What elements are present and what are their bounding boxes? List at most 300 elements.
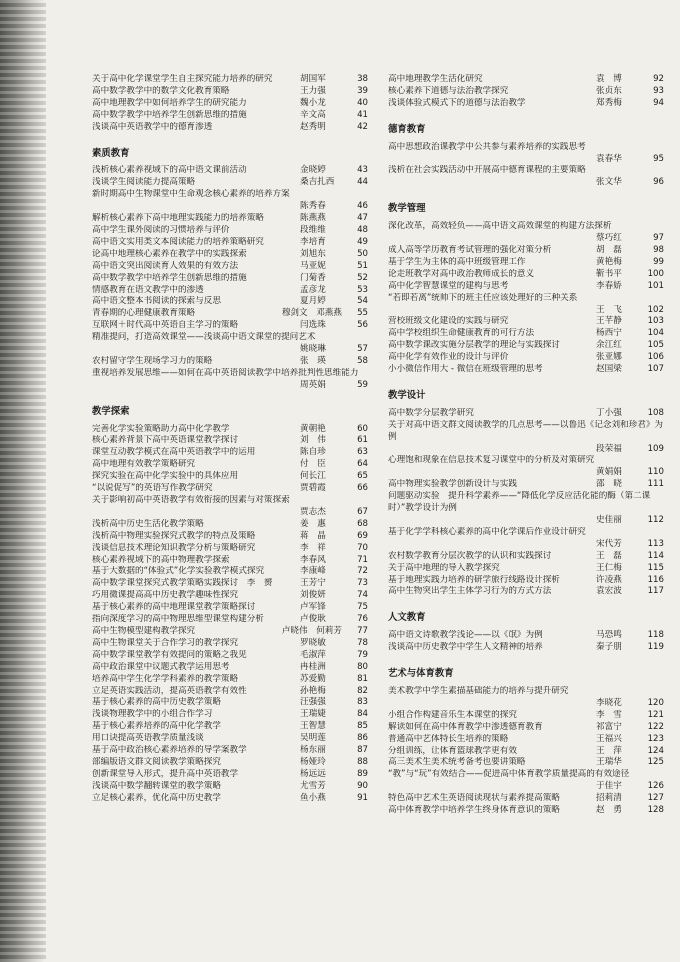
entry-title: 新时期高中生物课堂中生命观念核心素养的培养方案 <box>92 189 290 200</box>
entry-author: 秦子朋 <box>596 642 622 653</box>
entry-author: 罗晓敏 <box>300 637 326 648</box>
entry-title: 高中数学课堂教学有效提问的策略之我见 <box>92 649 247 660</box>
entry-author: 陈自珍 <box>300 447 326 458</box>
entry-title: 高中地理教学生活化研究 <box>388 74 483 84</box>
entry-author: 袁 博 <box>596 74 622 84</box>
entry-author: 许凌燕 <box>596 574 622 585</box>
toc-entry <box>92 555 368 567</box>
entry-title: 高中思想政治课教学中公共参与素养培养的实践思考 <box>388 141 586 152</box>
entry-page-number: 83 <box>357 697 368 708</box>
entry-page-number: 48 <box>357 224 368 235</box>
entry-page-number: 72 <box>357 566 368 577</box>
entry-page-number: 111 <box>647 479 664 490</box>
section-heading: 人文教育 <box>388 612 426 624</box>
entry-title: 基于地理实践力培养的研学旅行线路设计探析 <box>388 574 560 585</box>
entry-title: 基于学生为主体的高中班级管理工作 <box>388 256 526 267</box>
entry-page-number: 53 <box>357 284 368 295</box>
toc-column-right <box>388 74 664 817</box>
entry-author: 刘旭东 <box>300 248 326 259</box>
toc-entry <box>92 626 368 638</box>
entry-page-number: 107 <box>647 364 664 375</box>
entry-title: 核心素养视域下的高中物理教学探索 <box>92 554 230 565</box>
entry-author: 李春风 <box>300 554 326 565</box>
entry-page-number: 66 <box>357 483 368 494</box>
entry-author: 黄艳梅 <box>596 256 622 267</box>
toc-entry <box>388 352 664 364</box>
entry-page-number: 96 <box>653 177 664 188</box>
entry-page-number: 116 <box>647 574 664 585</box>
entry-author: 桑吉扎西 <box>300 177 335 188</box>
entry-author: 黄朝艳 <box>300 423 326 434</box>
entry-author: 姜 惠 <box>300 518 326 529</box>
entry-author: 李培育 <box>300 236 326 247</box>
toc-entry <box>92 308 368 320</box>
entry-page-number: 73 <box>357 578 368 589</box>
entry-author: 刘 伟 <box>300 435 326 446</box>
entry-page-number: 90 <box>357 780 368 791</box>
toc-entry <box>92 122 368 134</box>
toc-entry <box>388 769 664 793</box>
entry-author: 陈燕燕 <box>300 213 326 224</box>
entry-page-number: 57 <box>357 344 368 355</box>
entry-author: 袁春华 <box>596 153 622 164</box>
toc-entry <box>92 674 368 686</box>
entry-title: 精准提问，打造高效课堂——浅谈高中语文课堂的提问艺术 <box>92 332 316 343</box>
toc-entry <box>388 74 664 86</box>
toc-entry <box>388 734 664 746</box>
toc-entry <box>92 98 368 110</box>
entry-title: 高中数学教学中培养学生创新思维的措施 <box>92 272 247 283</box>
toc-entry <box>92 86 368 98</box>
toc-entry <box>388 563 664 575</box>
toc-entry <box>388 551 664 563</box>
entry-page-number: 95 <box>653 153 664 164</box>
toc-entry <box>92 578 368 590</box>
entry-title: 成人高等学历教育考试管理的强化对策分析 <box>388 244 552 255</box>
entry-page-number: 65 <box>357 471 368 482</box>
toc-entry <box>92 447 368 459</box>
toc-entry <box>388 165 664 189</box>
entry-page-number: 76 <box>357 614 368 625</box>
toc-entry <box>92 781 368 793</box>
entry-title: 立足英语实践活动，提高英语教学有效性 <box>92 685 247 696</box>
toc-entry <box>388 757 664 769</box>
entry-title: 青春期的心理健康教育策略 <box>92 308 196 319</box>
toc-entry <box>92 424 368 436</box>
entry-page-number: 51 <box>357 260 368 271</box>
entry-author: 胡 磊 <box>596 244 622 255</box>
toc-entry <box>388 575 664 587</box>
entry-page-number: 41 <box>357 109 368 120</box>
entry-page-number: 74 <box>357 590 368 601</box>
entry-page-number: 115 <box>647 562 664 573</box>
entry-title: 农村数学教育分层次教学的认识和实践探讨 <box>388 550 552 561</box>
entry-author: 杨西宁 <box>596 328 622 339</box>
entry-page-number: 114 <box>647 550 664 561</box>
entry-author: 张亚娜 <box>596 352 622 363</box>
entry-page-number: 47 <box>357 213 368 224</box>
entry-author: 王芊静 <box>596 316 622 327</box>
toc-entry <box>388 527 664 551</box>
entry-author: 鱼小燕 <box>300 792 326 803</box>
entry-author: 赵国梁 <box>596 364 622 375</box>
toc-entry <box>92 237 368 249</box>
section-heading: 艺术与体育教育 <box>388 668 454 680</box>
entry-title: 高中数学教学中的数学文化教育策略 <box>92 85 230 96</box>
entry-title: “教”与“玩”有效结合——促进高中体育教学质量提高的有效途径 <box>388 769 630 780</box>
toc-entry <box>92 320 368 332</box>
entry-page-number: 49 <box>357 236 368 247</box>
entry-title: 高中生物模型建构教学探究 <box>92 625 196 636</box>
toc-entry <box>92 662 368 674</box>
entry-title: 课堂互动教学模式在高中英语教学中的运用 <box>92 447 256 458</box>
toc-entry <box>92 650 368 662</box>
entry-page-number: 119 <box>647 642 664 653</box>
entry-page-number: 84 <box>357 709 368 720</box>
entry-author: 胡国军 <box>300 74 326 84</box>
entry-author: 袁宏波 <box>596 586 622 597</box>
toc-entry <box>92 110 368 122</box>
entry-title: 论走班教学对高中政治教师成长的意义 <box>388 268 535 279</box>
entry-author: 李晓花 <box>596 697 622 708</box>
toc-entry <box>388 316 664 328</box>
entry-author: 尤雪芳 <box>300 780 326 791</box>
entry-page-number: 122 <box>647 721 664 732</box>
entry-title: 巧用微课提高高中历史教学趣味性探究 <box>92 590 239 601</box>
entry-title: 问题驱动实验 提升科学素养——“降低化学反应活化能的酶（第二课时）”教学设计为例 <box>388 491 651 514</box>
entry-title: 基于核心素养的高中地理课堂教学策略探讨 <box>92 602 256 613</box>
toc-entry <box>92 769 368 781</box>
entry-author: 王瑞婕 <box>300 709 326 720</box>
entry-title: 关于高中地理的导入教学探究 <box>388 562 500 573</box>
entry-title: 基于高中政治核心素养培养的导学案教学 <box>92 745 247 756</box>
entry-title: 小小微信作用大 - 微信在班级管理的思考 <box>388 364 543 375</box>
entry-author: 贾碧霞 <box>300 483 326 494</box>
entry-title: 浅谈高中数学翻转课堂的教学策略 <box>92 780 221 791</box>
toc-entry <box>388 491 664 527</box>
entry-author: 杨远远 <box>300 768 326 779</box>
entry-page-number: 67 <box>357 506 368 517</box>
entry-author: 王智慧 <box>300 721 326 732</box>
entry-title: 关于高中化学课堂学生自主探究能力培养的研究 <box>92 74 273 84</box>
toc-entry <box>92 177 368 189</box>
entry-title: 基于核心素养培养的高中化学教学 <box>92 721 221 732</box>
toc-entry <box>92 697 368 709</box>
entry-author: 金晓婷 <box>300 165 326 176</box>
entry-page-number: 81 <box>357 673 368 684</box>
entry-author: 黄娟娟 <box>596 467 622 478</box>
entry-author: 祁富宁 <box>596 721 622 732</box>
entry-page-number: 43 <box>357 165 368 176</box>
entry-page-number: 128 <box>647 805 664 816</box>
entry-author: 李 雪 <box>596 709 622 720</box>
entry-page-number: 46 <box>357 201 368 212</box>
entry-page-number: 50 <box>357 248 368 259</box>
entry-author: 汪强强 <box>300 697 326 708</box>
toc-entry <box>92 686 368 698</box>
toc-entry <box>388 420 664 456</box>
entry-author: 王力强 <box>300 85 326 96</box>
entry-title: 高中语文实用类文本阅读能力的培养策略研究 <box>92 236 264 247</box>
toc-entry <box>92 638 368 650</box>
toc-entry <box>92 531 368 543</box>
entry-title: 美术教学中学生素描基础能力的培养与提升研究 <box>388 685 569 696</box>
toc-entry <box>388 642 664 654</box>
toc-entry <box>92 435 368 447</box>
toc-entry <box>388 269 664 281</box>
toc-entry <box>92 165 368 177</box>
entry-title: 论高中地理核心素养在教学中的实践探索 <box>92 248 247 259</box>
entry-author: 邵 晓 <box>596 479 622 490</box>
entry-page-number: 87 <box>357 745 368 756</box>
entry-title: “以说促写”的英语写作教学研究 <box>92 483 213 494</box>
toc-entry <box>388 245 664 257</box>
entry-title: 浅谈物理教学中的小组合作学习 <box>92 709 213 720</box>
entry-page-number: 98 <box>653 244 664 255</box>
entry-title: 小组合作构建音乐生本课堂的探究 <box>388 709 517 720</box>
entry-title: 特色高中艺术生英语阅读现状与素养提高策略 <box>388 793 560 804</box>
section-heading: 教学设计 <box>388 389 426 401</box>
toc-entry <box>388 793 664 805</box>
entry-page-number: 101 <box>647 280 664 291</box>
entry-title: 基于大数据的“体验式”化学实验教学模式探究 <box>92 566 265 577</box>
entry-page-number: 44 <box>357 177 368 188</box>
entry-title: 浅析核心素养视域下的高中语文课前活动 <box>92 165 247 176</box>
entry-author: 穆剑文 邓燕燕 <box>281 308 342 319</box>
entry-author: 冉桂洲 <box>300 661 326 672</box>
toc-entry <box>92 189 368 213</box>
entry-author: 杨娅玲 <box>300 756 326 767</box>
entry-author: 张文华 <box>596 177 622 188</box>
entry-author: 孙艳梅 <box>300 685 326 696</box>
entry-title: 高中地理有效教学策略研究 <box>92 459 196 470</box>
entry-page-number: 118 <box>647 630 664 641</box>
entry-title: 高中物理实验教学创新设计与实践 <box>388 479 517 490</box>
toc-entry <box>92 459 368 471</box>
toc-entry <box>92 213 368 225</box>
entry-page-number: 108 <box>647 407 664 418</box>
entry-author: 王芳宁 <box>300 578 326 589</box>
entry-title: 普通高中艺体特长生培养的策略 <box>388 733 509 744</box>
entry-page-number: 103 <box>647 316 664 327</box>
entry-title: 农村留守学生现场学习力的策略 <box>92 355 213 366</box>
entry-title: 高中数学课改实施分层教学的理论与实践探讨 <box>388 340 560 351</box>
toc-entry <box>388 281 664 293</box>
entry-page-number: 97 <box>653 233 664 244</box>
entry-author: 靳书平 <box>596 268 622 279</box>
entry-author: 王福兴 <box>596 733 622 744</box>
entry-page-number: 63 <box>357 447 368 458</box>
entry-title: 高中学校组织生命健康教育的可行方法 <box>388 328 535 339</box>
entry-title: 浅析高中物理实验探究式教学的特点及策略 <box>92 530 256 541</box>
entry-title: 基于核心素养的高中历史教学策略 <box>92 697 221 708</box>
entry-title: 高中学生课外阅读的习惯培养与评价 <box>92 224 230 235</box>
entry-title: 高中生物课堂关于合作学习的教学探究 <box>92 637 239 648</box>
entry-title: 浅析在社会实践活动中开展高中德育课程的主要策略 <box>388 165 586 176</box>
entry-page-number: 80 <box>357 661 368 672</box>
entry-page-number: 117 <box>647 586 664 597</box>
entry-author: 卢俊耿 <box>300 614 326 625</box>
entry-author: 刘俊妍 <box>300 590 326 601</box>
entry-title: 探究实验在高中化学实验中的具体应用 <box>92 471 239 482</box>
toc-entry <box>92 471 368 483</box>
entry-author: 王瑞华 <box>596 757 622 768</box>
entry-title: 情感教育在语文教学中的渗透 <box>92 284 204 295</box>
toc-entry <box>388 805 664 817</box>
entry-author: 段维维 <box>300 224 326 235</box>
entry-page-number: 60 <box>357 423 368 434</box>
entry-title: 互联网＋时代高中英语自主学习的策略 <box>92 320 239 331</box>
entry-title: 浅谈体验式模式下的道德与法治教学 <box>388 97 526 108</box>
entry-page-number: 78 <box>357 637 368 648</box>
entry-title: 核心素养下道德与法治教学探究 <box>388 85 509 96</box>
entry-page-number: 112 <box>647 515 664 525</box>
entry-author: 贾志杰 <box>300 506 326 517</box>
entry-title: 高中体育教学中培养学生终身体育意识的策略 <box>388 805 560 816</box>
entry-author: 吴明莲 <box>300 733 326 744</box>
toc-entry <box>92 74 368 86</box>
toc-entry <box>92 332 368 356</box>
entry-page-number: 89 <box>357 768 368 779</box>
entry-author: 孟彦龙 <box>300 284 326 295</box>
toc-entry <box>92 566 368 578</box>
entry-author: 段荣福 <box>596 443 622 454</box>
entry-page-number: 68 <box>357 518 368 529</box>
entry-title: 浅谈高中历史教学中学生人文精神的培养 <box>388 642 543 653</box>
entry-author: 李春娇 <box>596 280 622 291</box>
entry-page-number: 52 <box>357 272 368 283</box>
entry-title: 基于化学学科核心素养的高中化学课后作业设计研究 <box>388 526 586 537</box>
entry-title: 部编版语文群文阅读教学策略探究 <box>92 756 221 767</box>
entry-title: 高中语文突出阅读育人效果的有效方法 <box>92 260 239 271</box>
entry-author: 周英娟 <box>300 379 326 390</box>
section-heading: 德育教育 <box>388 123 426 135</box>
toc-entry <box>92 602 368 614</box>
entry-author: 夏月婷 <box>300 296 326 307</box>
toc-entry <box>92 249 368 261</box>
entry-page-number: 126 <box>647 781 664 792</box>
entry-page-number: 105 <box>647 340 664 351</box>
section-heading: 教学探索 <box>92 405 130 417</box>
entry-title: 高中数学教学中培养学生创新思维的措施 <box>92 109 247 120</box>
entry-page-number: 55 <box>357 308 368 319</box>
entry-title: 高中地理教学中如何培养学生的研究能力 <box>92 97 247 108</box>
entry-page-number: 42 <box>357 121 368 132</box>
entry-page-number: 124 <box>647 745 664 756</box>
entry-page-number: 64 <box>357 459 368 470</box>
entry-title: 关于影响初高中英语教学有效衔接的因素与对策探索 <box>92 495 290 505</box>
entry-page-number: 85 <box>357 721 368 732</box>
entry-page-number: 70 <box>357 542 368 553</box>
entry-title: 完善化学实验策略助力高中化学教学 <box>92 423 230 434</box>
toc-entry <box>388 686 664 710</box>
entry-title: 高中语文整本书阅读的探索与反思 <box>92 296 221 307</box>
entry-author: 郑秀梅 <box>596 97 622 108</box>
entry-author: 卢军锋 <box>300 602 326 613</box>
toc-entry <box>388 86 664 98</box>
toc-entry <box>92 709 368 721</box>
toc-entry <box>92 261 368 273</box>
entry-page-number: 94 <box>653 97 664 108</box>
entry-page-number: 121 <box>647 709 664 720</box>
entry-author: 张 瑛 <box>300 355 326 366</box>
entry-author: 杨东丽 <box>300 745 326 756</box>
entry-title: 浅析高中历史生活化教学策略 <box>92 518 204 529</box>
toc-entry <box>92 519 368 531</box>
toc-entry <box>388 479 664 491</box>
entry-author: 赵 勇 <box>596 805 622 816</box>
entry-author: 王 磊 <box>596 550 622 561</box>
entry-author: 王 萍 <box>596 745 622 756</box>
entry-page-number: 40 <box>357 97 368 108</box>
toc-entry <box>388 455 664 479</box>
entry-page-number: 77 <box>357 625 368 636</box>
toc-entry <box>388 340 664 352</box>
entry-title: 浅谈信息技术理论知识教学分析与策略研究 <box>92 542 256 553</box>
toc-entry <box>92 793 368 805</box>
entry-title: 核心素养背景下高中英语课堂教学探讨 <box>92 435 239 446</box>
toc-entry <box>92 368 368 392</box>
entry-title: 高中数学分层教学研究 <box>388 407 474 418</box>
entry-title: 指向深度学习的高中物理思维型课堂构建分析 <box>92 614 264 625</box>
entry-title: 营校班级文化建设的实践与研究 <box>388 316 509 327</box>
entry-page-number: 69 <box>357 530 368 541</box>
section-heading: 教学管理 <box>388 203 426 215</box>
toc-entry <box>92 273 368 285</box>
entry-author: 蒋 晶 <box>300 530 326 541</box>
entry-author: 张贞东 <box>596 85 622 96</box>
toc-entry <box>92 733 368 745</box>
toc-entry <box>92 590 368 602</box>
entry-title: 高中数学课堂探究式教学策略实践探讨 李 赟 <box>92 578 273 589</box>
entry-title: 培养高中学生化学学科素养的教学策略 <box>92 673 239 684</box>
entry-page-number: 71 <box>357 554 368 565</box>
entry-page-number: 61 <box>357 435 368 446</box>
entry-title: 解析核心素养下高中地理实践能力的培养策略 <box>92 213 264 224</box>
entry-author: 于佳宇 <box>596 781 622 792</box>
toc-entry <box>388 142 664 166</box>
entry-page-number: 109 <box>647 443 664 454</box>
entry-page-number: 54 <box>357 296 368 307</box>
entry-page-number: 106 <box>647 352 664 363</box>
toc-entry <box>388 630 664 642</box>
toc-entry <box>92 757 368 769</box>
entry-author: 付 臣 <box>300 459 326 470</box>
entry-title: 高三美术生美术统考备考也要讲策略 <box>388 757 526 768</box>
entry-title: 深化改革，高效轻负——高中语文高效课堂的构建方法探析 <box>388 221 612 232</box>
entry-page-number: 56 <box>357 320 368 331</box>
entry-page-number: 38 <box>357 74 368 84</box>
entry-title: 创新课堂导入形式，提升高中英语教学 <box>92 768 239 779</box>
toc-entry <box>388 722 664 734</box>
toc-entry <box>92 721 368 733</box>
entry-author: 魏小龙 <box>300 97 326 108</box>
entry-page-number: 92 <box>653 74 664 84</box>
entry-page-number: 88 <box>357 756 368 767</box>
entry-author: 李 祥 <box>300 542 326 553</box>
entry-title: 高中语文诗歌教学浅论——以《氓》为例 <box>388 630 543 641</box>
entry-page-number: 125 <box>647 757 664 768</box>
entry-page-number: 39 <box>357 85 368 96</box>
toc-entry <box>388 328 664 340</box>
toc-entry <box>92 483 368 495</box>
toc-entry <box>388 257 664 269</box>
toc-entry <box>388 408 664 420</box>
entry-author: 丁小强 <box>596 407 622 418</box>
entry-title: 心理饱和现象在信息技术复习课堂中的分析及对策研究 <box>388 455 595 466</box>
toc-entry <box>388 586 664 598</box>
entry-author: 蔡巧红 <box>596 233 622 244</box>
